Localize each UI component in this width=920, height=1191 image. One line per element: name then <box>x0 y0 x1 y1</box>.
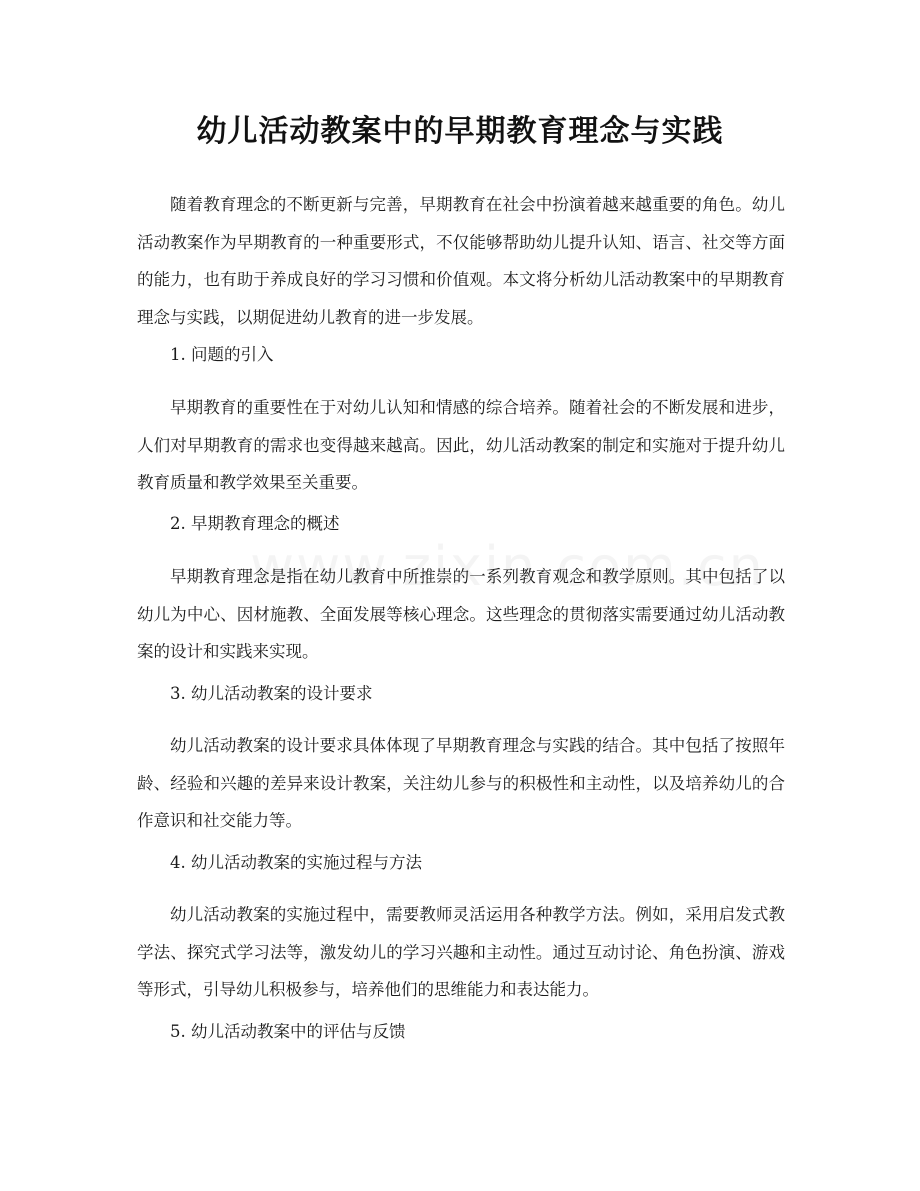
section-2-body: 早期教育理念是指在幼儿教育中所推崇的一系列教育观念和教学原则。其中包括了以幼儿为中心、因材施教、全面发展等核心理念。这些理念的贯彻落实需要通过幼儿活动教案的设计和实践来实现。 <box>137 567 785 661</box>
section-1-heading: 1. 问题的引入 <box>170 345 274 364</box>
section-4-heading: 4. 幼儿活动教案的实施过程与方法 <box>170 853 422 872</box>
section-3-heading: 3. 幼儿活动教案的设计要求 <box>170 684 373 703</box>
section-1-body: 早期教育的重要性在于对幼儿认知和情感的综合培养。随着社会的不断发展和进步，人们对早期教育的需求也变得越来越高。因此，幼儿活动教案的制定和实施对于提升幼儿教育质量和教学效果至关重要。 <box>137 398 785 492</box>
intro-paragraph: 随着教育理念的不断更新与完善，早期教育在社会中扮演着越来越重要的角色。幼儿活动教案作为早期教育的一种重要形式，不仅能够帮助幼儿提升认知、语言、社交等方面的能力，也有助于养成良好的学习习惯和价值观。本文将分析幼儿活动教案中的早期教育理念与实践，以期促进幼儿教育的进一步发展。 <box>137 195 785 327</box>
section-2-heading: 2. 早期教育理念的概述 <box>170 514 340 533</box>
section-5-heading: 5. 幼儿活动教案中的评估与反馈 <box>170 1022 406 1041</box>
page-title: 幼儿活动教案中的早期教育理念与实践 <box>196 114 724 149</box>
section-3-body: 幼儿活动教案的设计要求具体体现了早期教育理念与实践的结合。其中包括了按照年龄、经验和兴趣的差异来设计教案，关注幼儿参与的积极性和主动性，以及培养幼儿的合作意识和社交能力等。 <box>137 736 785 830</box>
section-4-body: 幼儿活动教案的实施过程中，需要教师灵活运用各种教学方法。例如，采用启发式教学法、探究式学习法等，激发幼儿的学习兴趣和主动性。通过互动讨论、角色扮演、游戏等形式，引导幼儿积极参与，培养他们的思维能力和表达能力。 <box>137 905 785 999</box>
